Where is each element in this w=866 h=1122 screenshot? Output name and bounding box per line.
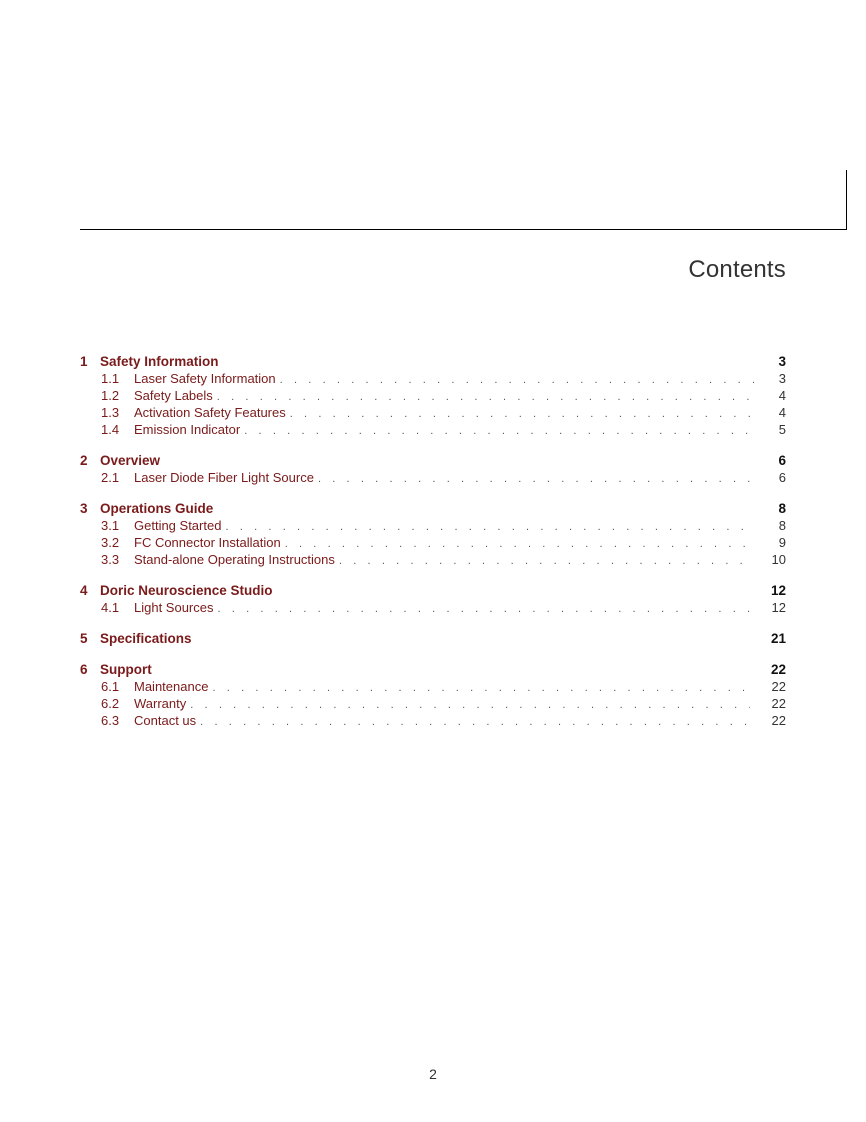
header-rule	[80, 229, 847, 230]
subsection-title[interactable]: Emission Indicator	[134, 422, 241, 437]
section-number: 6	[80, 662, 88, 677]
toc-section	[80, 631, 786, 648]
subsection-page: 22	[771, 713, 786, 728]
subsection-page: 3	[778, 371, 786, 386]
dot-leader	[212, 682, 749, 694]
subsection-title[interactable]: Safety Labels	[134, 388, 213, 403]
subsection-title[interactable]: Activation Safety Features	[134, 405, 286, 420]
section-title[interactable]: Specifications	[100, 631, 192, 646]
dot-leader	[217, 391, 754, 403]
subsection-page: 10	[771, 552, 786, 567]
subsection-number: 3.3	[101, 552, 120, 567]
toc-section	[80, 662, 786, 730]
subsection-page: 22	[771, 679, 786, 694]
section-page: 12	[770, 583, 786, 598]
toc-section-entry[interactable]	[80, 662, 786, 679]
toc-section-entry[interactable]	[80, 501, 786, 518]
section-number: 5	[80, 631, 88, 646]
dot-leader	[285, 538, 754, 550]
toc-section	[80, 354, 786, 439]
toc-subsection-entry[interactable]	[80, 405, 786, 422]
section-title[interactable]: Overview	[100, 453, 161, 468]
subsection-number: 3.1	[101, 518, 120, 533]
subsection-page: 9	[778, 535, 786, 550]
section-page: 21	[770, 631, 786, 646]
section-number: 3	[80, 501, 88, 516]
toc-section	[80, 453, 786, 487]
toc-section-entry[interactable]	[80, 354, 786, 371]
dot-leader	[218, 603, 750, 615]
toc-subsection-entry[interactable]	[80, 552, 786, 569]
section-page: 8	[778, 501, 786, 516]
toc-subsection-entry[interactable]	[80, 600, 786, 617]
subsection-number: 6.1	[101, 679, 120, 694]
page-title: Contents	[688, 256, 786, 283]
section-title[interactable]: Operations Guide	[100, 501, 214, 516]
section-number: 1	[80, 354, 88, 369]
table-of-contents	[80, 354, 786, 744]
dot-leader	[339, 555, 750, 567]
subsection-number: 1.3	[101, 405, 120, 420]
toc-section-entry[interactable]	[80, 583, 786, 600]
subsection-page: 4	[778, 405, 786, 420]
subsection-page: 6	[778, 470, 786, 485]
subsection-title[interactable]: Light Sources	[134, 600, 214, 615]
dot-leader	[190, 699, 749, 711]
dot-leader	[200, 716, 749, 728]
section-title[interactable]: Safety Information	[100, 354, 219, 369]
subsection-number: 4.1	[101, 600, 120, 615]
dot-leader	[280, 374, 754, 386]
subsection-page: 5	[778, 422, 786, 437]
section-page: 3	[778, 354, 786, 369]
toc-section-entry[interactable]	[80, 631, 786, 648]
subsection-title[interactable]: FC Connector Installation	[134, 535, 281, 550]
toc-subsection-entry[interactable]	[80, 679, 786, 696]
subsection-title[interactable]: Laser Safety Information	[134, 371, 276, 386]
dot-leader	[225, 521, 754, 533]
subsection-number: 1.2	[101, 388, 120, 403]
toc-subsection-entry[interactable]	[80, 713, 786, 730]
subsection-page: 12	[771, 600, 786, 615]
subsection-title[interactable]: Maintenance	[134, 679, 209, 694]
toc-subsection-entry[interactable]	[80, 518, 786, 535]
subsection-number: 1.1	[101, 371, 120, 386]
section-number: 4	[80, 583, 88, 598]
page-number: 2	[429, 1066, 437, 1082]
toc-section	[80, 583, 786, 617]
toc-subsection-entry[interactable]	[80, 388, 786, 405]
dot-leader	[290, 408, 754, 420]
section-page: 6	[778, 453, 786, 468]
toc-subsection-entry[interactable]	[80, 470, 786, 487]
toc-section-entry[interactable]	[80, 453, 786, 470]
toc-subsection-entry[interactable]	[80, 422, 786, 439]
subsection-page: 22	[771, 696, 786, 711]
section-title[interactable]: Doric Neuroscience Studio	[100, 583, 273, 598]
subsection-number: 1.4	[101, 422, 120, 437]
section-number: 2	[80, 453, 88, 468]
subsection-number: 6.3	[101, 713, 120, 728]
toc-subsection-entry[interactable]	[80, 696, 786, 713]
subsection-number: 3.2	[101, 535, 120, 550]
subsection-title[interactable]: Getting Started	[134, 518, 222, 533]
subsection-title[interactable]: Stand-alone Operating Instructions	[134, 552, 335, 567]
toc-subsection-entry[interactable]	[80, 535, 786, 552]
subsection-number: 2.1	[101, 470, 120, 485]
header-side-rule	[846, 170, 847, 230]
subsection-page: 4	[778, 388, 786, 403]
subsection-number: 6.2	[101, 696, 120, 711]
dot-leader	[244, 425, 754, 437]
subsection-title[interactable]: Warranty	[134, 696, 187, 711]
dot-leader	[318, 473, 754, 485]
section-page: 22	[770, 662, 786, 677]
toc-section	[80, 501, 786, 569]
subsection-page: 8	[778, 518, 786, 533]
subsection-title[interactable]: Contact us	[134, 713, 197, 728]
toc-subsection-entry[interactable]	[80, 371, 786, 388]
subsection-title[interactable]: Laser Diode Fiber Light Source	[134, 470, 314, 485]
section-title[interactable]: Support	[100, 662, 152, 677]
